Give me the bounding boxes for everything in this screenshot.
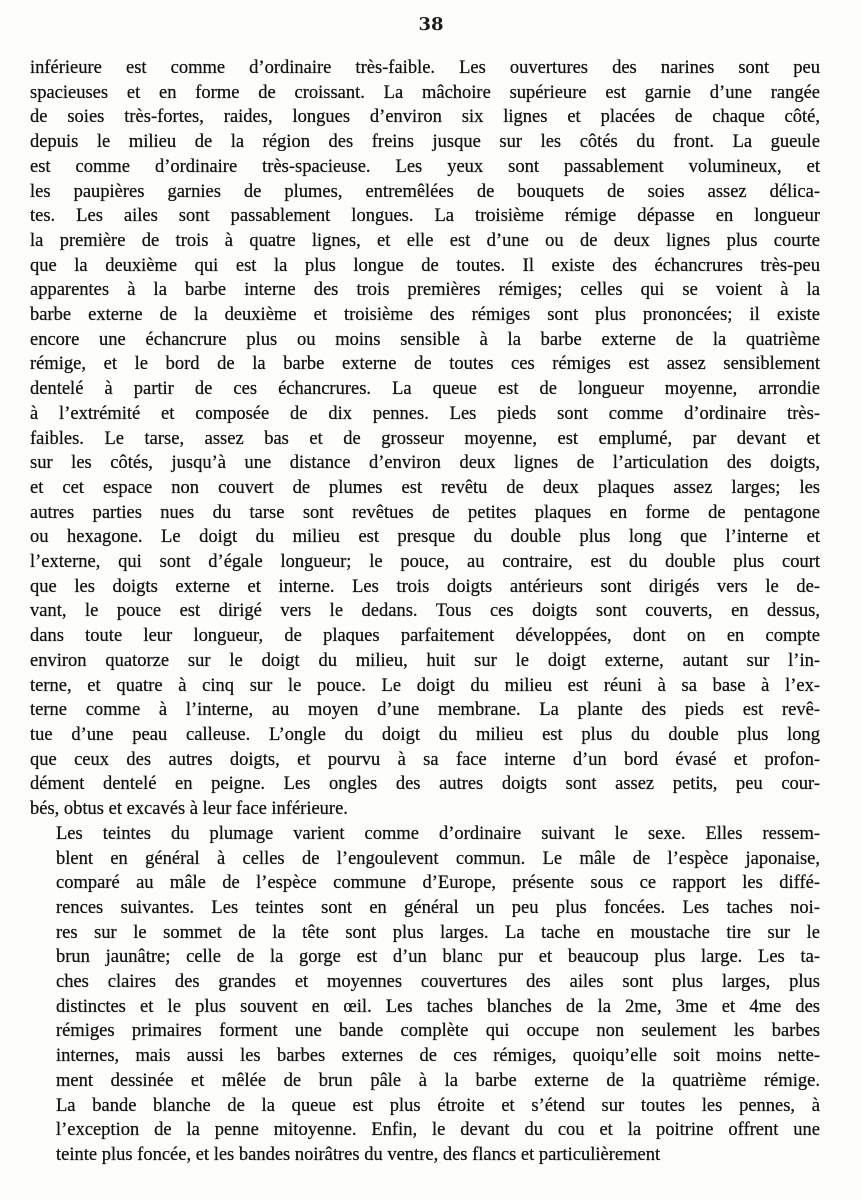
text-line: inférieure est comme d’ordinaire très-faible. Les ouvertures des narines sont peu (30, 58, 820, 78)
text-line: internes, mais aussi les barbes externes de ces rémiges, quoiqu’elle soit moins nette- (56, 1046, 820, 1067)
text-line: dentelé à partir de ces échancrures. La queue est de longueur moyenne, arrondie (30, 379, 820, 400)
body-text (30, 56, 820, 1168)
text-line: et cet espace non couvert de plumes est revêtu de deux plaques assez larges; les (30, 477, 820, 498)
text-line: distinctes et le plus souvent en œil. Les taches blanches de la 2me, 3me et 4me des (56, 996, 820, 1017)
text-line: res sur le sommet de la tête sont plus larges. La tache en moustache tire sur le (56, 922, 820, 943)
text-line: rémige, et le bord de la barbe externe de toutes ces rémiges est assez sensiblement (30, 354, 820, 375)
text-line: Les teintes du plumage varient comme d’ordinaire suivant le sexe. Elles ressem- (56, 823, 820, 844)
text-line: rémiges primaires forment une bande complète qui occupe non seulement les barbes (56, 1021, 820, 1042)
text-line: depuis le milieu de la région des freins jusque sur les côtés du front. La gueule (30, 132, 820, 153)
text-line: spacieuses et en forme de croissant. La mâchoire supérieure est garnie d’une rangée (30, 82, 820, 103)
text-line: sur les côtés, jusqu’à une distance d’environ deux lignes de l’articulation des doigts, (30, 453, 820, 474)
text-line: terne, et quatre à cinq sur le pouce. Le doigt du milieu est réuni à sa base à l’ex- (30, 675, 820, 696)
text-line: comparé au mâle de l’espèce commune d’Europe, présente sous ce rapport les diffé- (56, 873, 820, 894)
text-line: faibles. Le tarse, assez bas et de grosseur moyenne, est emplumé, par devant et (30, 428, 820, 449)
text-line: les paupières garnies de plumes, entremêlées de bouquets de soies assez délica- (30, 181, 820, 202)
text-line: apparentes à la barbe interne des trois premières rémiges; celles qui se voient à la (30, 280, 820, 301)
paragraph-anatomy (30, 56, 820, 822)
text-line: dans toute leur longueur, de plaques parfaitement développées, dont on en compte (30, 626, 820, 647)
text-line: environ quatorze sur le doigt du milieu, huit sur le doigt externe, autant sur l’in- (30, 650, 820, 671)
text-line: La bande blanche de la queue est plus étroite et s’étend sur toutes les pennes, à (56, 1095, 820, 1116)
text-line: teinte plus foncée, et les bandes noirâtres du ventre, des flancs et particulièrement (56, 1144, 661, 1165)
text-line: ment dessinée et mêlée de brun pâle à la barbe externe de la quatrième rémige. (56, 1070, 820, 1091)
text-line: l’externe, qui sont d’égale longueur; le pouce, au contraire, est du double plus court (30, 552, 820, 573)
text-line: que les doigts externe et interne. Les trois doigts antérieurs sont dirigés vers le de- (30, 576, 820, 597)
text-line: terne comme à l’interne, au moyen d’une membrane. La plante des pieds est revê- (30, 700, 820, 721)
text-line: est comme d’ordinaire très-spacieuse. Les yeux sont passablement volumineux, et (30, 156, 820, 177)
text-line: autres parties nues du tarse sont revêtues de petites plaques en forme de pentagone (30, 502, 820, 523)
text-line: barbe externe de la deuxième et troisième des rémiges sont plus prononcées; il existe (30, 305, 820, 326)
text-line: la première de trois à quatre lignes, et elle est d’une ou de deux lignes plus courte (30, 230, 820, 251)
text-line: rences suivantes. Les teintes sont en général un peu plus foncées. Les taches noi- (56, 897, 820, 918)
paragraph-plumage (30, 822, 820, 1168)
text-line: tue d’une peau calleuse. L’ongle du doigt du milieu est plus du double plus long (30, 724, 820, 745)
text-line: brun jaunâtre; celle de la gorge est d’un blanc pur et beaucoup plus large. Les ta- (56, 947, 820, 968)
text-line: à l’extrémité et composée de dix pennes. Les pieds sont comme d’ordinaire très- (30, 403, 820, 424)
text-line: blent en général à celles de l’engoulevent commun. Le mâle de l’espèce japonaise, (56, 848, 820, 869)
text-line: tes. Les ailes sont passablement longues. La troisième rémige dépasse en longueur (30, 206, 820, 227)
text-line: dément dentelé en peigne. Les ongles des autres doigts sont assez petits, peu cour- (30, 774, 820, 795)
text-line: encore une échancrure plus ou moins sensible à la barbe externe de la quatrième (30, 329, 820, 350)
page-number: 38 (418, 14, 444, 35)
text-line: que la deuxième qui est la plus longue de toutes. Il existe des échancrures très-peu (30, 255, 820, 276)
text-line: l’exception de la penne mitoyenne. Enfin, le devant du cou et la poitrine offrent une (56, 1120, 820, 1141)
text-line: de soies très-fortes, raides, longues d’environ six lignes et placées de chaque côté, (30, 107, 820, 128)
text-line: bés, obtus et excavés à leur face inférieure. (30, 799, 348, 820)
text-line: ou hexagone. Le doigt du milieu est presque du double plus long que l’interne et (30, 527, 820, 548)
text-line: ches claires des grandes et moyennes couvertures des ailes sont plus larges, plus (56, 972, 820, 993)
text-line: que ceux des autres doigts, et pourvu à sa face interne d’un bord évasé et profon- (30, 749, 820, 770)
text-line: vant, le pouce est dirigé vers le dedans. Tous ces doigts sont couverts, en dessus, (30, 601, 820, 622)
